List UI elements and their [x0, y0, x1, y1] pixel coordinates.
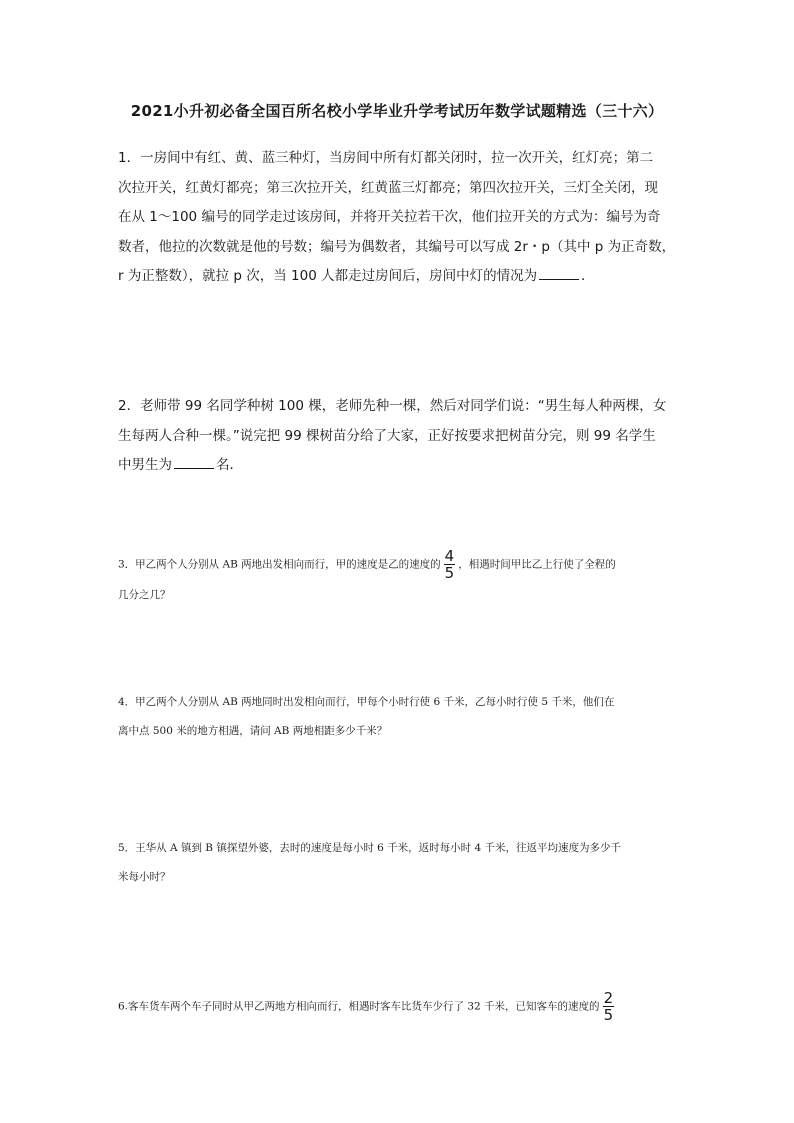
question-4-line-1: 4．甲乙两个人分别从 AB 两地同时出发相向而行，甲每个小时行使 6 千米，乙每小时行使 5 千米，他们在 — [118, 696, 615, 708]
question-4 — [118, 688, 688, 746]
question-5-line-1: 5．王华从 A 镇到 B 镇探望外婆，去时的速度是每小时 6 千米，返时每小时 4 千米，往返平均速度为多少千 — [118, 842, 622, 854]
question-1-line-5 — [118, 262, 678, 292]
question-1-line-5-text: r 为正整数），就拉 p 次，当 100 人都走过房间后，房间中灯的情况为 — [118, 268, 538, 284]
fraction-numerator: 4 — [444, 547, 455, 565]
fraction-four-fifths — [444, 548, 456, 581]
question-2 — [118, 392, 678, 481]
question-3-line-2: 几分之几？ — [118, 589, 171, 601]
answer-blank — [539, 278, 579, 280]
question-2-line-3-end: 名． — [216, 457, 243, 473]
question-3-line-1-text: 3．甲乙两个人分别从 AB 两地出发相向而行，甲的速度是乙的速度的 — [118, 558, 441, 571]
question-1-line-2: 次拉开关，红黄灯都亮；第三次拉开关，红黄蓝三灯都亮；第四次拉开关，三灯全关闭，现 — [118, 179, 658, 196]
question-1-line-1: 1．一房间中有红、黄、蓝三种灯，当房间中所有灯都关闭时，拉一次开关，红灯亮；第二 — [118, 150, 654, 166]
question-2-line-3 — [118, 451, 678, 481]
fraction-numerator: 2 — [603, 989, 614, 1007]
page-title: 2021小升初必备全国百所名校小学毕业升学考试历年数学试题精选（三十六） — [130, 102, 664, 120]
question-1-line-4: 数者，他拉的次数就是他的号数；编号为偶数者，其编号可以写成 2r・p（其中 p 为正奇数， — [118, 238, 676, 255]
fraction-two-fifths — [603, 990, 615, 1023]
question-2-line-1: 2．老师带 99 名同学种树 100 棵，老师先种一棵，然后对同学们说：“男生每人种两棵，女 — [118, 398, 667, 414]
question-1 — [118, 144, 678, 292]
question-1-line-5-end: ． — [581, 268, 595, 284]
question-2-line-3-text: 中男生为 — [118, 457, 172, 473]
question-6-line-1 — [118, 990, 688, 1023]
question-1-line-3: 在从 1～100 编号的同学走过该房间，并将开关拉若干次，他们拉开关的方式为：编号为奇 — [118, 209, 661, 225]
fraction-denominator: 5 — [444, 564, 455, 582]
question-4-line-2: 离中点 500 米的地方相遇，请问 AB 两地相距多少千米？ — [118, 725, 388, 737]
question-3 — [118, 548, 688, 610]
question-6-line-1-text: 6.客车货车两个车子同时从甲乙两地方相向而行，相遇时客车比货车少行了 32 千米，已知客车的速度的 — [118, 1000, 600, 1013]
answer-blank — [174, 467, 214, 469]
question-3-line-1 — [118, 548, 688, 581]
question-5-line-2: 米每小时？ — [118, 871, 171, 883]
question-3-line-1-end: ，相遇时间甲比乙上行使了全程的 — [458, 558, 616, 571]
question-2-line-2: 生每两人合种一棵。”说完把 99 棵树苗分给了大家，正好按要求把树苗分完，则 99 名学生 — [118, 427, 656, 444]
fraction-denominator: 5 — [603, 1006, 614, 1024]
question-6 — [118, 990, 688, 1023]
question-5 — [118, 834, 688, 892]
